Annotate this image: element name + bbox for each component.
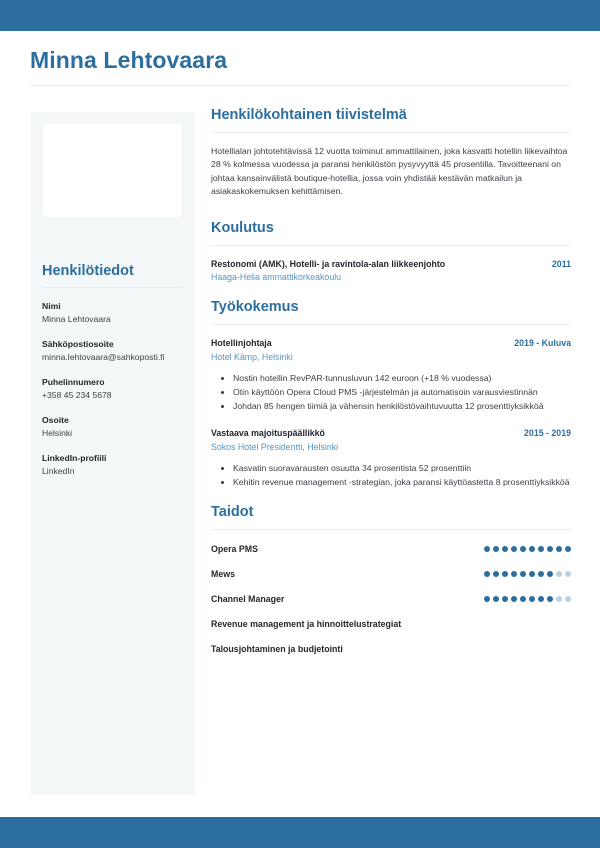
rating-dot-filled [484, 546, 490, 552]
sidebar-divider [42, 287, 183, 288]
experience-entry [211, 337, 571, 413]
education-entry-head [211, 258, 571, 271]
section-divider-education [211, 245, 571, 246]
experience-company: Sokos Hotel Presidentti, Helsinki [211, 442, 339, 453]
sidebar [30, 112, 195, 795]
name-header [30, 46, 570, 86]
section-title-education: Koulutus [211, 219, 274, 236]
experience-bullet: • Kasvatin suoravarausten osuutta 34 prosentista 52 prosenttiin [233, 462, 571, 475]
experience-entry [211, 427, 571, 489]
rating-dot-filled [484, 571, 490, 577]
bottom-accent-bar [0, 817, 600, 848]
section-title-experience: Työkokemus [211, 299, 299, 316]
experience-bullet: • Nostin hotellin RevPAR-tunnusluvun 142 euroon (+18 % vuodessa) [233, 372, 571, 385]
experience-date: 2019 - Kuluva [514, 338, 571, 349]
contact-field-value: Minna Lehtovaara [42, 314, 111, 324]
rating-dot-filled [538, 546, 544, 552]
experience-bullets [211, 372, 571, 414]
section-title-skills: Taidot [211, 504, 254, 521]
experience-entry-head [211, 427, 571, 440]
skill-row [211, 543, 571, 555]
contact-field-label: Puhelinnumero [42, 377, 105, 387]
skills-list [211, 543, 571, 655]
rating-dot-filled [529, 596, 535, 602]
contact-field [42, 376, 183, 401]
rating-dot-filled [538, 596, 544, 602]
rating-dot-empty [556, 571, 562, 577]
experience-role: Vastaava majoituspäällikkö [211, 428, 325, 439]
contact-field [42, 452, 183, 477]
experience-entry-head [211, 337, 571, 350]
summary-text: Hotellialan johtotehtävissä 12 vuotta toiminut ammattilainen, joka kasvatti hotellin liikevaihtoa 28 % kolmessa vuodessa ja paransi henkilöstön pysyvyyttä 45 prosentilla. Tavoitteenani on johtaa kansainvälistä boutique-hotellia, jossa voin yhdistää kestävän matkailun ja asiakaskokemuksen kehittämisen. [211, 146, 568, 197]
skill-name: Talousjohtaminen ja budjetointi [211, 644, 343, 655]
contact-field-value: +358 45 234 5678 [42, 390, 112, 400]
rating-dot-empty [565, 596, 571, 602]
sidebar-heading-personal-details: Henkilötiedot [42, 263, 134, 279]
section-divider-experience [211, 324, 571, 325]
skill-row [211, 643, 571, 655]
skill-rating-dots [484, 546, 571, 552]
contact-field-label: Osoite [42, 415, 69, 425]
skill-row [211, 568, 571, 580]
contact-field [42, 300, 183, 325]
section-divider-skills [211, 529, 571, 530]
experience-date: 2015 - 2019 [524, 428, 571, 439]
rating-dot-filled [547, 546, 553, 552]
rating-dot-filled [529, 571, 535, 577]
rating-dot-filled [511, 596, 517, 602]
rating-dot-empty [565, 571, 571, 577]
experience-list [211, 337, 571, 489]
education-school: Haaga-Helia ammattikorkeakoulu [211, 272, 342, 283]
section-divider-summary [211, 132, 571, 133]
education-date: 2011 [551, 258, 571, 269]
section-skills [211, 503, 571, 655]
contact-field-label: LinkedIn-profiili [42, 453, 107, 463]
skill-name: Mews [211, 569, 235, 580]
rating-dot-filled [484, 596, 490, 602]
rating-dot-filled [511, 546, 517, 552]
rating-dot-filled [502, 596, 508, 602]
contact-field-value: LinkedIn [42, 466, 75, 476]
contact-field-label: Sähköpostiosoite [42, 339, 114, 349]
contact-field [42, 338, 183, 363]
rating-dot-filled [547, 596, 553, 602]
rating-dot-filled [502, 571, 508, 577]
rating-dot-filled [547, 571, 553, 577]
skill-row [211, 618, 571, 630]
rating-dot-filled [520, 596, 526, 602]
rating-dot-filled [493, 546, 499, 552]
contact-field-value: minna.lehtovaara@sahkoposti.fi [42, 352, 165, 362]
skill-rating-dots [484, 571, 571, 577]
contact-field-value: Helsinki [42, 428, 73, 438]
skill-row [211, 593, 571, 605]
experience-bullets [211, 462, 571, 489]
education-entry [211, 258, 571, 285]
rating-dot-filled [493, 571, 499, 577]
experience-bullet: • Otin käyttöön Opera Cloud PMS -järjestelmän ja automatisoin varausviestinnän [233, 386, 571, 399]
contact-field [42, 414, 183, 439]
skill-rating-dots [484, 596, 571, 602]
rating-dot-filled [529, 546, 535, 552]
page-title: Minna Lehtovaara [30, 47, 228, 73]
rating-dot-filled [493, 596, 499, 602]
top-accent-bar [0, 0, 600, 31]
rating-dot-filled [511, 571, 517, 577]
section-education [211, 219, 571, 285]
experience-bullet: • Johdan 85 hengen tiimiä ja vähensin henkilöstövaihtuvuutta 12 prosenttiyksikköä [233, 400, 571, 413]
education-list [211, 258, 571, 285]
section-summary [211, 106, 571, 199]
rating-dot-filled [502, 546, 508, 552]
section-title-summary: Henkilökohtainen tiivistelmä [211, 107, 407, 123]
skill-name: Channel Manager [211, 594, 285, 605]
name-divider [30, 85, 570, 86]
experience-role: Hotellinjohtaja [211, 338, 272, 349]
rating-dot-filled [538, 571, 544, 577]
rating-dot-filled [520, 546, 526, 552]
photo-placeholder [42, 122, 183, 218]
rating-dot-filled [520, 571, 526, 577]
skill-name: Revenue management ja hinnoittelustrategiat [211, 619, 402, 630]
main-column [211, 106, 571, 668]
contact-field-label: Nimi [42, 301, 61, 311]
contact-fields [42, 300, 183, 477]
experience-bullet: • Kehitin revenue management -strategian, joka paransi käyttöastetta 8 prosenttiyksikköä [233, 476, 571, 489]
rating-dot-empty [556, 596, 562, 602]
education-degree: Restonomi (AMK), Hotelli- ja ravintola-alan liikkeenjohto [211, 258, 446, 269]
skill-name: Opera PMS [211, 544, 258, 555]
rating-dot-filled [565, 546, 571, 552]
section-experience [211, 298, 571, 489]
rating-dot-filled [556, 546, 562, 552]
experience-company: Hotel Kämp, Helsinki [211, 351, 293, 362]
